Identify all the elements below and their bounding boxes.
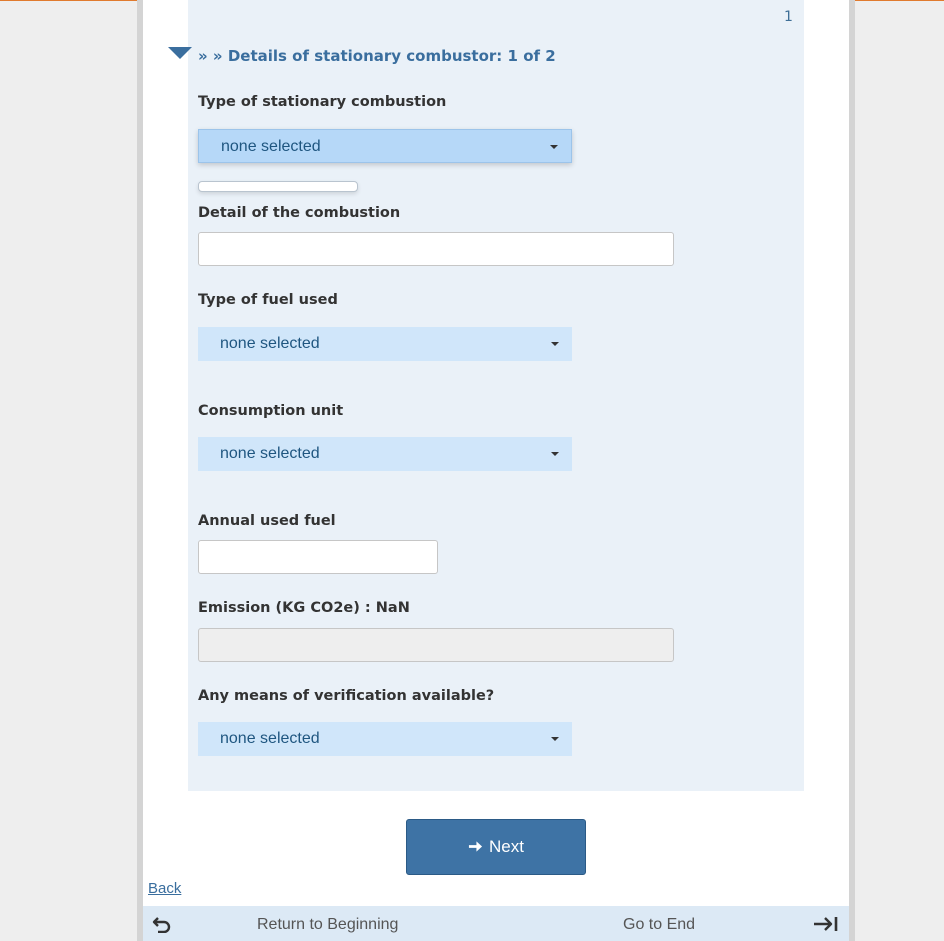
emission-output-field	[198, 628, 674, 662]
back-link[interactable]: Back	[148, 880, 182, 897]
arrow-right-icon	[468, 839, 483, 854]
combustion-detail-input[interactable]	[198, 232, 674, 266]
combustion-type-value: none selected	[221, 138, 321, 155]
return-to-beginning-link[interactable]: Return to Beginning	[257, 916, 399, 933]
chevron-down-icon	[551, 737, 559, 741]
arrow-to-end-icon[interactable]	[813, 915, 839, 937]
caret-down-icon[interactable]	[168, 47, 192, 59]
verification-value: none selected	[220, 730, 320, 747]
next-button[interactable]	[406, 819, 586, 875]
chevron-down-icon	[551, 452, 559, 456]
combustion-type-select[interactable]	[198, 129, 572, 163]
fuel-type-value: none selected	[220, 335, 320, 352]
chevron-down-icon	[551, 342, 559, 346]
next-button-label: Next	[489, 837, 524, 856]
fuel-type-select[interactable]	[198, 327, 572, 361]
section-title[interactable]: » » Details of stationary combustor: 1 of 2	[198, 47, 556, 65]
emission-label: Emission (KG CO2e) : NaN	[198, 600, 410, 616]
go-to-end-link[interactable]: Go to End	[623, 916, 696, 933]
consumption-unit-label: Consumption unit	[198, 403, 344, 419]
annual-fuel-label: Annual used fuel	[198, 513, 336, 529]
annual-fuel-input[interactable]	[198, 540, 438, 574]
combustion-type-label: Type of stationary combustion	[198, 94, 447, 110]
consumption-unit-value: none selected	[220, 445, 320, 462]
undo-arrow-icon[interactable]	[152, 915, 172, 937]
verification-label: Any means of verification available?	[198, 688, 495, 704]
combustion-detail-label: Detail of the combustion	[198, 205, 401, 221]
footer-nav	[143, 906, 849, 941]
dropdown-menu-empty[interactable]	[198, 181, 358, 192]
page-number: 1	[784, 9, 793, 25]
verification-select[interactable]	[198, 722, 572, 756]
consumption-unit-select[interactable]	[198, 437, 572, 471]
combustor-panel	[188, 0, 804, 791]
chevron-down-icon	[550, 145, 558, 149]
fuel-type-label: Type of fuel used	[198, 292, 338, 308]
